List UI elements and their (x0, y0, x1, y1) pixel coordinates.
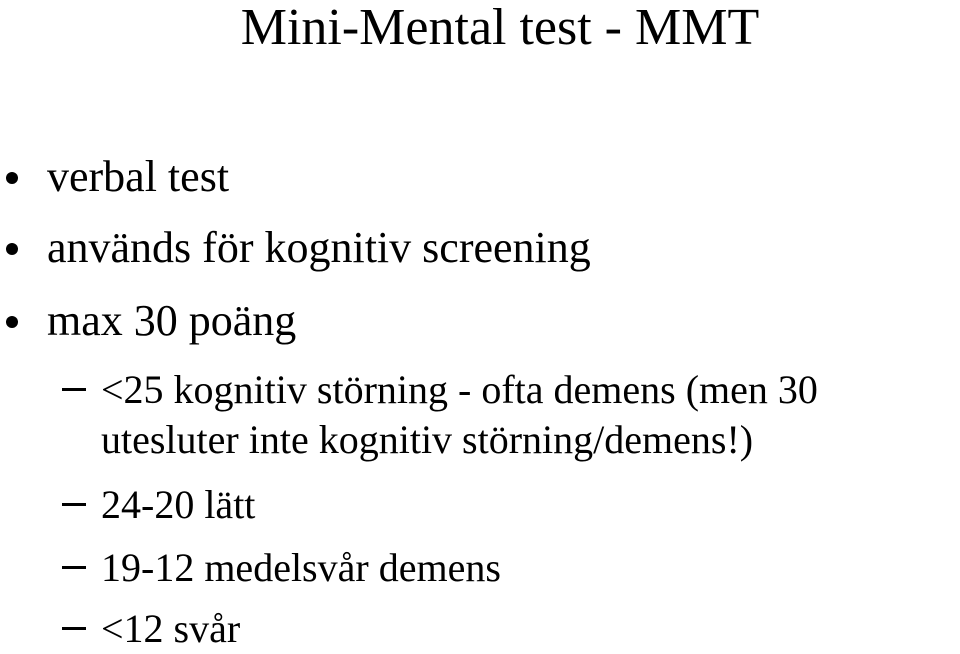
sub-item-text: 24-20 lätt (101, 482, 256, 527)
bullet-dot-icon (6, 172, 18, 184)
bullet-text: verbal test (47, 152, 230, 201)
bullet-text: max 30 poäng (47, 296, 297, 345)
dash-icon (62, 566, 86, 569)
bullet-dot-icon (6, 316, 18, 328)
sub-item-text: <25 kognitiv störning - ofta demens (men 30 (101, 367, 818, 412)
dash-icon (62, 388, 86, 391)
sub-item-text: <12 svår (101, 606, 241, 651)
slide-title: Mini-Mental test - MMT (240, 0, 760, 56)
dash-icon (62, 503, 86, 506)
bullet-dot-icon (6, 243, 18, 255)
dash-icon (62, 627, 86, 630)
sub-item-text-continued: utesluter inte kognitiv störning/demens!) (101, 417, 754, 462)
sub-item-text: 19-12 medelsvår demens (101, 545, 501, 590)
bullet-text: används för kognitiv screening (47, 223, 591, 272)
